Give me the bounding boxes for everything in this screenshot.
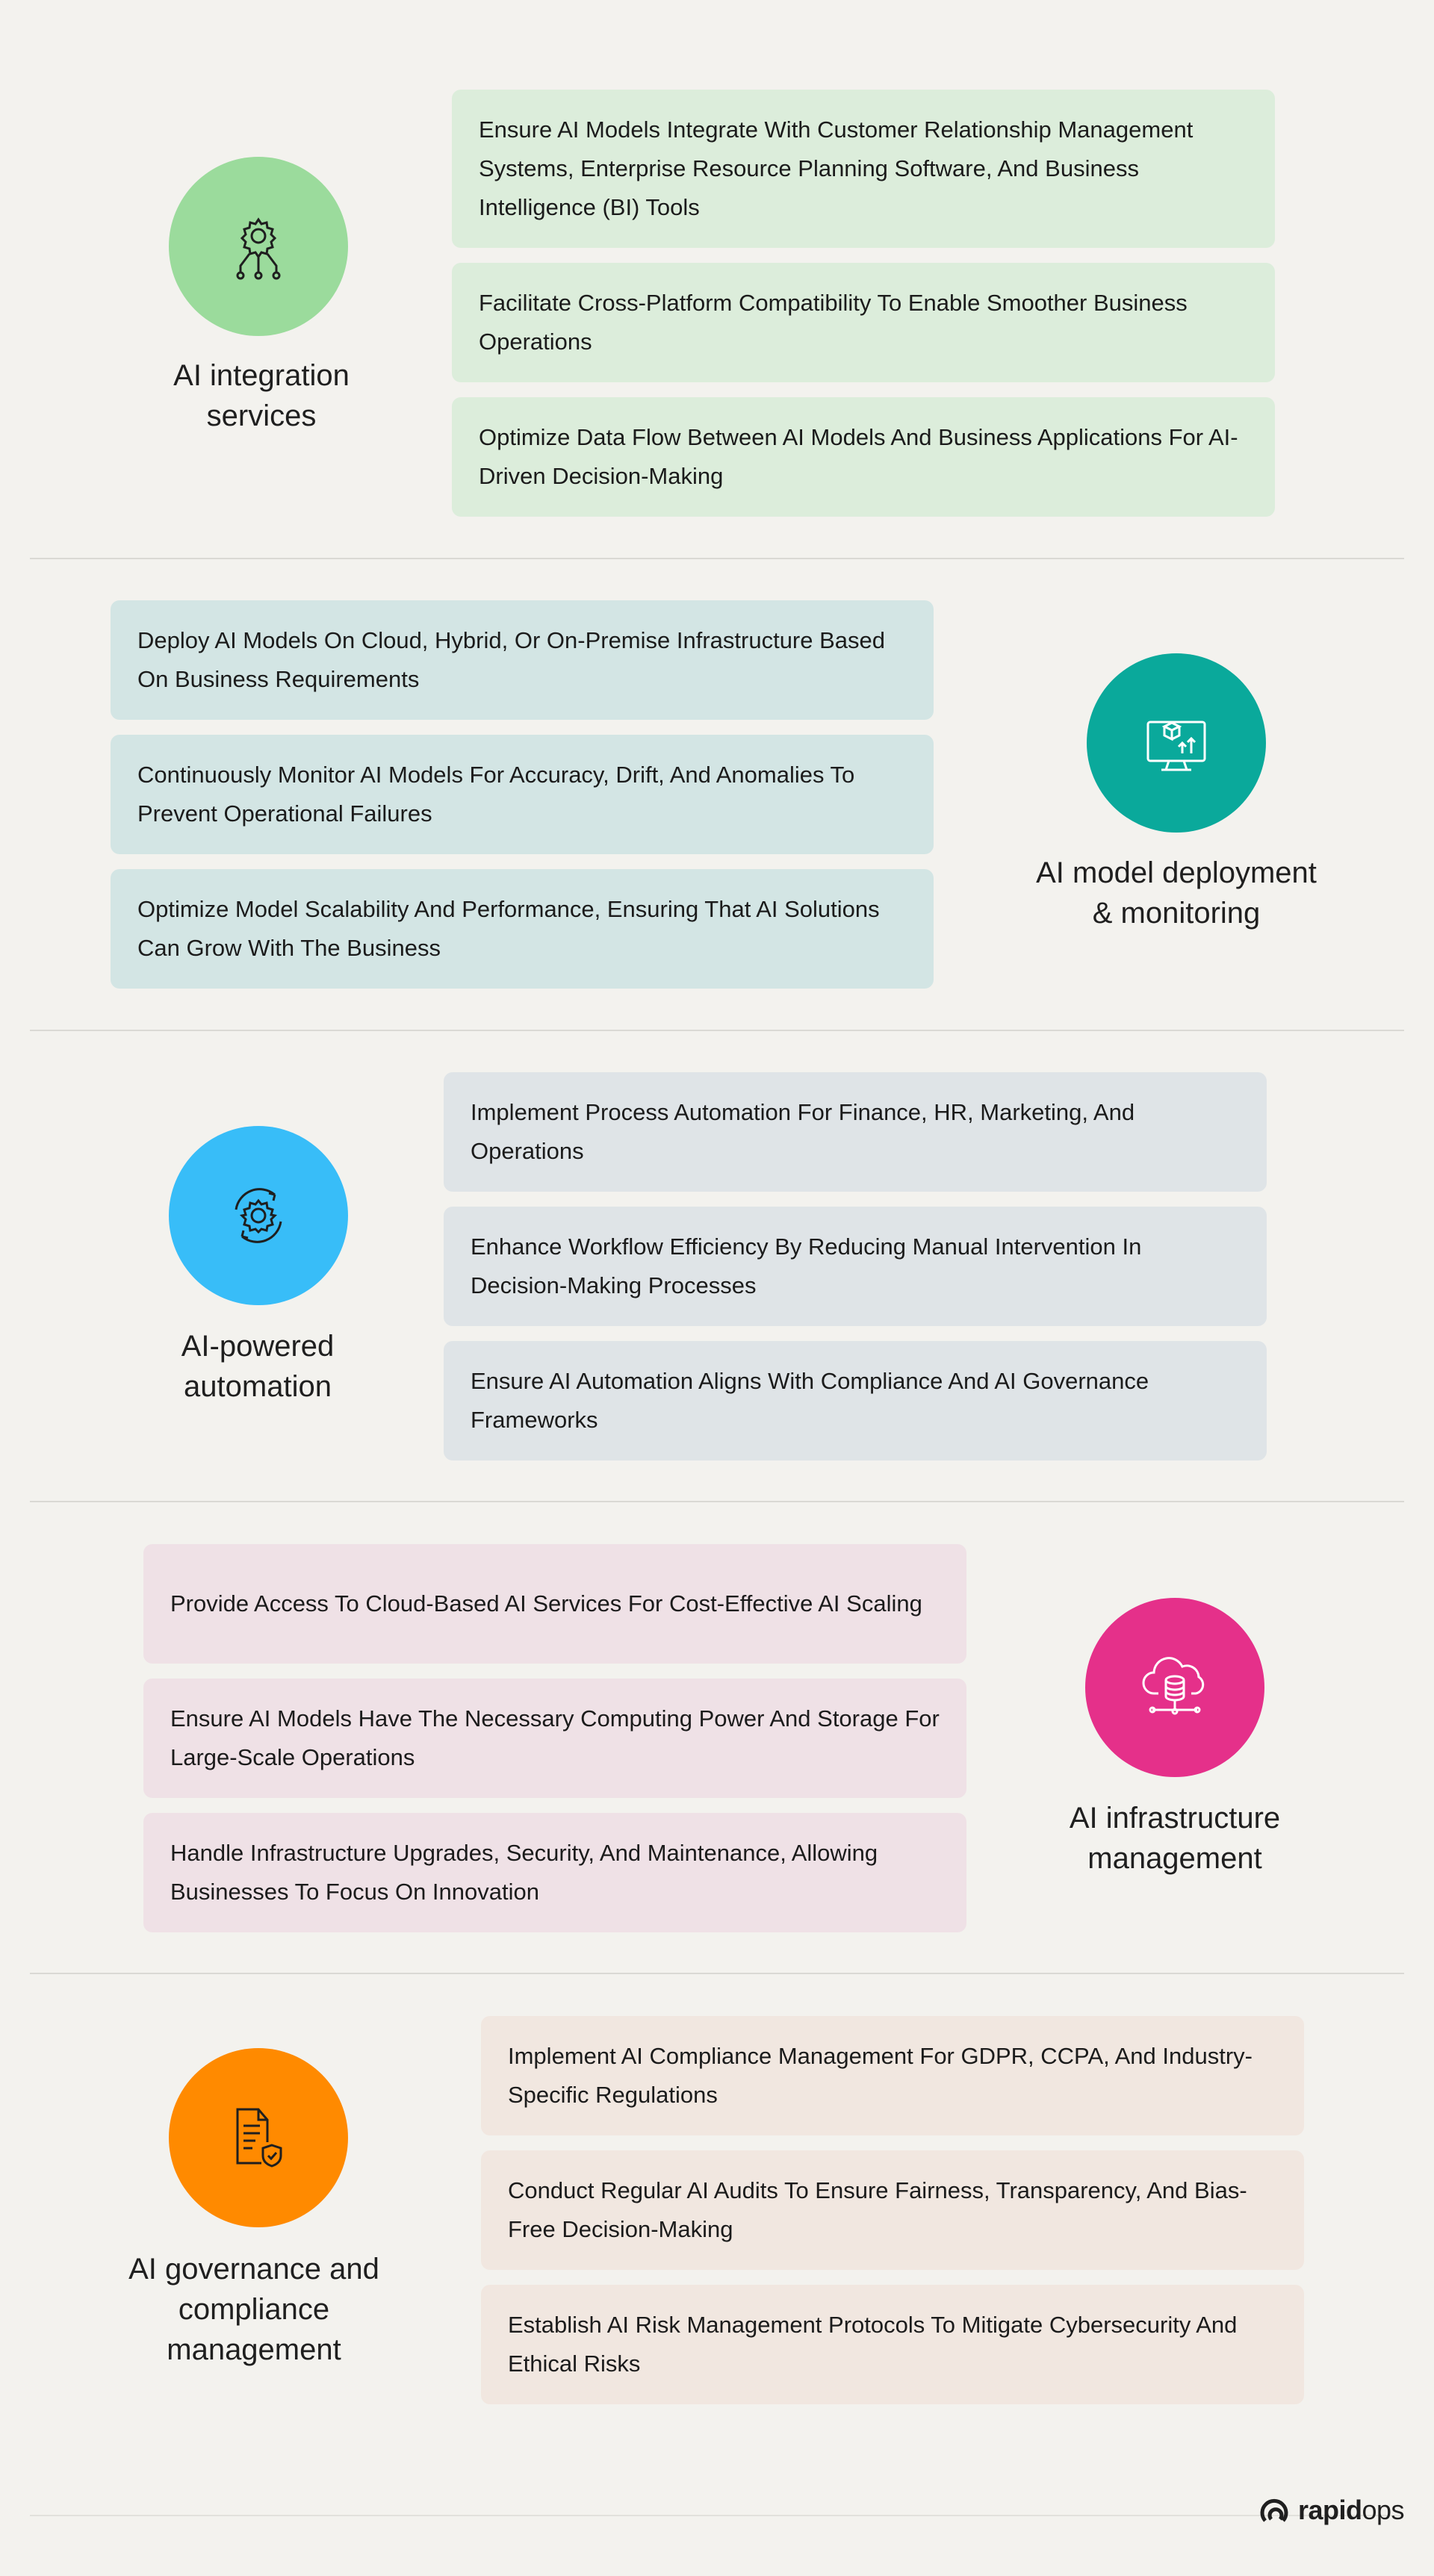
card-list [444, 1072, 1267, 1475]
section-divider [30, 1973, 1404, 1974]
section-divider [30, 1030, 1404, 1031]
section-icon-circle [1085, 1598, 1264, 1777]
card-list [143, 1544, 966, 1947]
service-card: Establish AI Risk Management Protocols To Mitigate Cybersecurity And Ethical Risks [481, 2285, 1304, 2404]
card-list [481, 2016, 1304, 2419]
section-icon-circle [169, 2048, 348, 2227]
gear-network-icon [221, 209, 296, 284]
section-icon-circle [169, 157, 348, 336]
service-card: Ensure AI Models Have The Necessary Computing Power And Storage For Large-Scale Operations [143, 1679, 966, 1798]
service-card: Handle Infrastructure Upgrades, Security, And Maintenance, Allowing Businesses To Focus On Innovation [143, 1813, 966, 1932]
section-title: AI infrastructure management [1069, 1802, 1281, 1875]
service-card: Optimize Model Scalability And Performance, Ensuring That AI Solutions Can Grow With The Business [111, 869, 934, 989]
brand-logo[interactable] [1258, 2492, 1404, 2528]
service-card: Ensure AI Automation Aligns With Compliance And AI Governance Frameworks [444, 1341, 1267, 1460]
card-list [111, 600, 934, 1004]
gear-cycle-icon [221, 1178, 296, 1253]
footer-divider [30, 2515, 1404, 2516]
service-card: Facilitate Cross-Platform Compatibility To Enable Smoother Business Operations [452, 263, 1275, 382]
service-card: Implement AI Compliance Management For GDPR, CCPA, And Industry-Specific Regulations [481, 2016, 1304, 2135]
cloud-database-icon [1137, 1650, 1212, 1725]
service-card: Implement Process Automation For Finance, HR, Marketing, And Operations [444, 1072, 1267, 1192]
section-title: AI-powered automation [181, 1330, 335, 1403]
rapidops-logo-icon [1258, 2492, 1294, 2528]
section-title: AI integration services [173, 359, 350, 432]
service-card: Continuously Monitor AI Models For Accuracy, Drift, And Anomalies To Prevent Operational Failures [111, 735, 934, 854]
service-card: Provide Access To Cloud-Based AI Services For Cost-Effective AI Scaling [143, 1544, 966, 1664]
section-icon-circle [169, 1126, 348, 1305]
section-divider [30, 1501, 1404, 1502]
section-divider [30, 558, 1404, 559]
service-card: Ensure AI Models Integrate With Customer Relationship Management Systems, Enterprise Resource Planning Software, And Business Intelligence (BI) Tools [452, 90, 1275, 248]
document-shield-icon [221, 2100, 296, 2175]
logo-text-bold: rapid [1297, 2495, 1362, 2525]
section-title: AI governance and compliance management [128, 2253, 379, 2366]
logo-wordmark [1298, 2495, 1404, 2526]
monitor-box-icon [1139, 706, 1214, 780]
service-card: Deploy AI Models On Cloud, Hybrid, Or On-Premise Infrastructure Based On Business Requirements [111, 600, 934, 720]
logo-text-light: ops [1362, 2495, 1404, 2525]
service-card: Enhance Workflow Efficiency By Reducing Manual Intervention In Decision-Making Processes [444, 1207, 1267, 1326]
service-card: Optimize Data Flow Between AI Models And Business Applications For AI-Driven Decision-Making [452, 397, 1275, 517]
section-icon-circle [1087, 653, 1266, 833]
service-card: Conduct Regular AI Audits To Ensure Fairness, Transparency, And Bias-Free Decision-Making [481, 2150, 1304, 2270]
card-list [452, 90, 1275, 532]
section-title: AI model deployment & monitoring [1036, 856, 1317, 930]
